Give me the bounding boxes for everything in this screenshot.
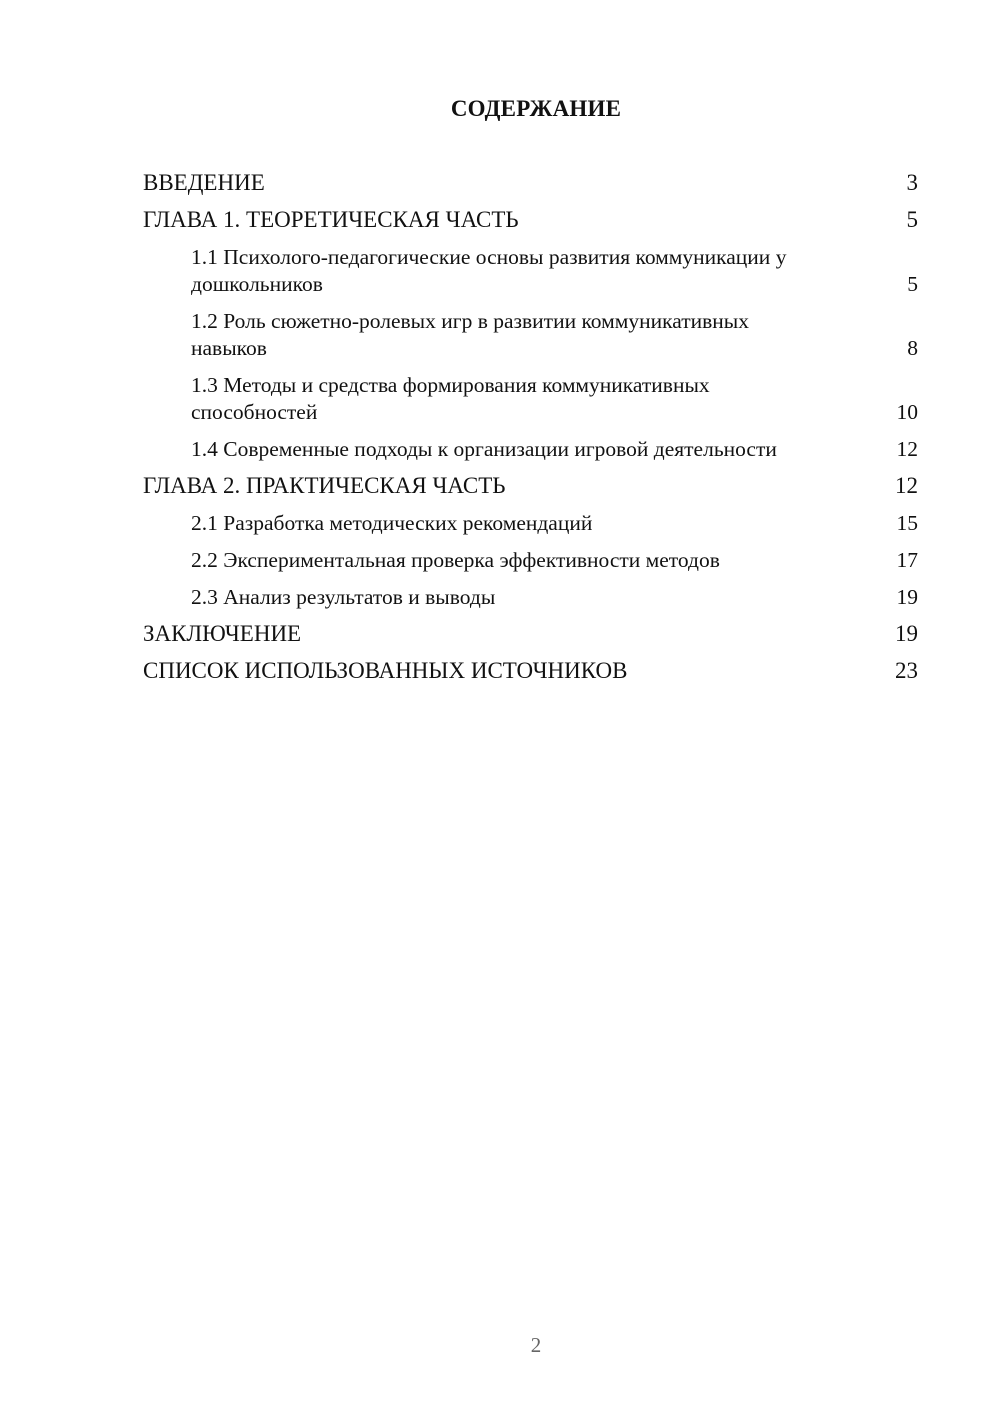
page-number: 2 — [530, 1333, 542, 1357]
toc-entry-page: 19 — [895, 621, 918, 646]
toc-entry-page: 3 — [906, 170, 918, 195]
toc-entry-text: 2.1 Разработка методических рекомендаций — [191, 511, 593, 535]
toc-entry-section-2-1[interactable] — [143, 510, 918, 537]
page-title: СОДЕРЖАНИЕ — [450, 96, 622, 121]
toc-entry-page: 8 — [907, 336, 918, 360]
toc-entry-text: ЗАКЛЮЧЕНИЕ — [143, 621, 302, 646]
toc-entry-text: 2.3 Анализ результатов и выводы — [191, 585, 496, 609]
toc-entry-page: 19 — [896, 585, 918, 609]
toc-entry-text: ГЛАВА 1. ТЕОРЕТИЧЕСКАЯ ЧАСТЬ — [143, 207, 519, 232]
toc-entry-page: 5 — [906, 207, 918, 232]
toc-entry-text: 1.4 Современные подходы к организации игровой деятельности — [191, 437, 777, 461]
toc-entry-section-1-2[interactable] — [143, 308, 918, 362]
toc-entry-chapter-1[interactable] — [143, 207, 918, 233]
toc-entry-text: ГЛАВА 2. ПРАКТИЧЕСКАЯ ЧАСТЬ — [143, 473, 506, 498]
toc-entry-page: 23 — [895, 658, 918, 683]
toc-entry-page: 15 — [896, 511, 918, 535]
toc-entry-text: 1.3 Методы и средства формирования коммуникативных способностей — [191, 373, 710, 424]
toc-entry-section-2-2[interactable] — [143, 547, 918, 574]
toc-entry-section-1-4[interactable] — [143, 436, 918, 463]
toc-entry-text: 1.2 Роль сюжетно-ролевых игр в развитии коммуникативных навыков — [191, 309, 749, 360]
toc-entry-section-2-3[interactable] — [143, 584, 918, 611]
toc-entry-page: 5 — [907, 272, 918, 296]
toc-entry-references[interactable] — [143, 658, 918, 684]
toc-entry-chapter-2[interactable] — [143, 473, 918, 499]
toc-entry-text: 1.1 Психолого-педагогические основы развития коммуникации у дошкольников — [191, 245, 787, 296]
toc-entry-text: СПИСОК ИСПОЛЬЗОВАННЫХ ИСТОЧНИКОВ — [143, 658, 628, 683]
toc-entry-conclusion[interactable] — [143, 621, 918, 647]
toc-entry-introduction[interactable] — [143, 170, 918, 196]
toc-entry-section-1-3[interactable] — [143, 372, 918, 426]
table-of-contents — [143, 170, 918, 695]
toc-entry-page: 10 — [896, 400, 918, 424]
toc-entry-section-1-1[interactable] — [143, 244, 918, 298]
toc-entry-text: 2.2 Экспериментальная проверка эффективности методов — [191, 548, 720, 572]
toc-entry-page: 17 — [896, 548, 918, 572]
toc-entry-text: ВВЕДЕНИЕ — [143, 170, 265, 195]
toc-entry-page: 12 — [895, 473, 918, 498]
toc-entry-page: 12 — [896, 437, 918, 461]
